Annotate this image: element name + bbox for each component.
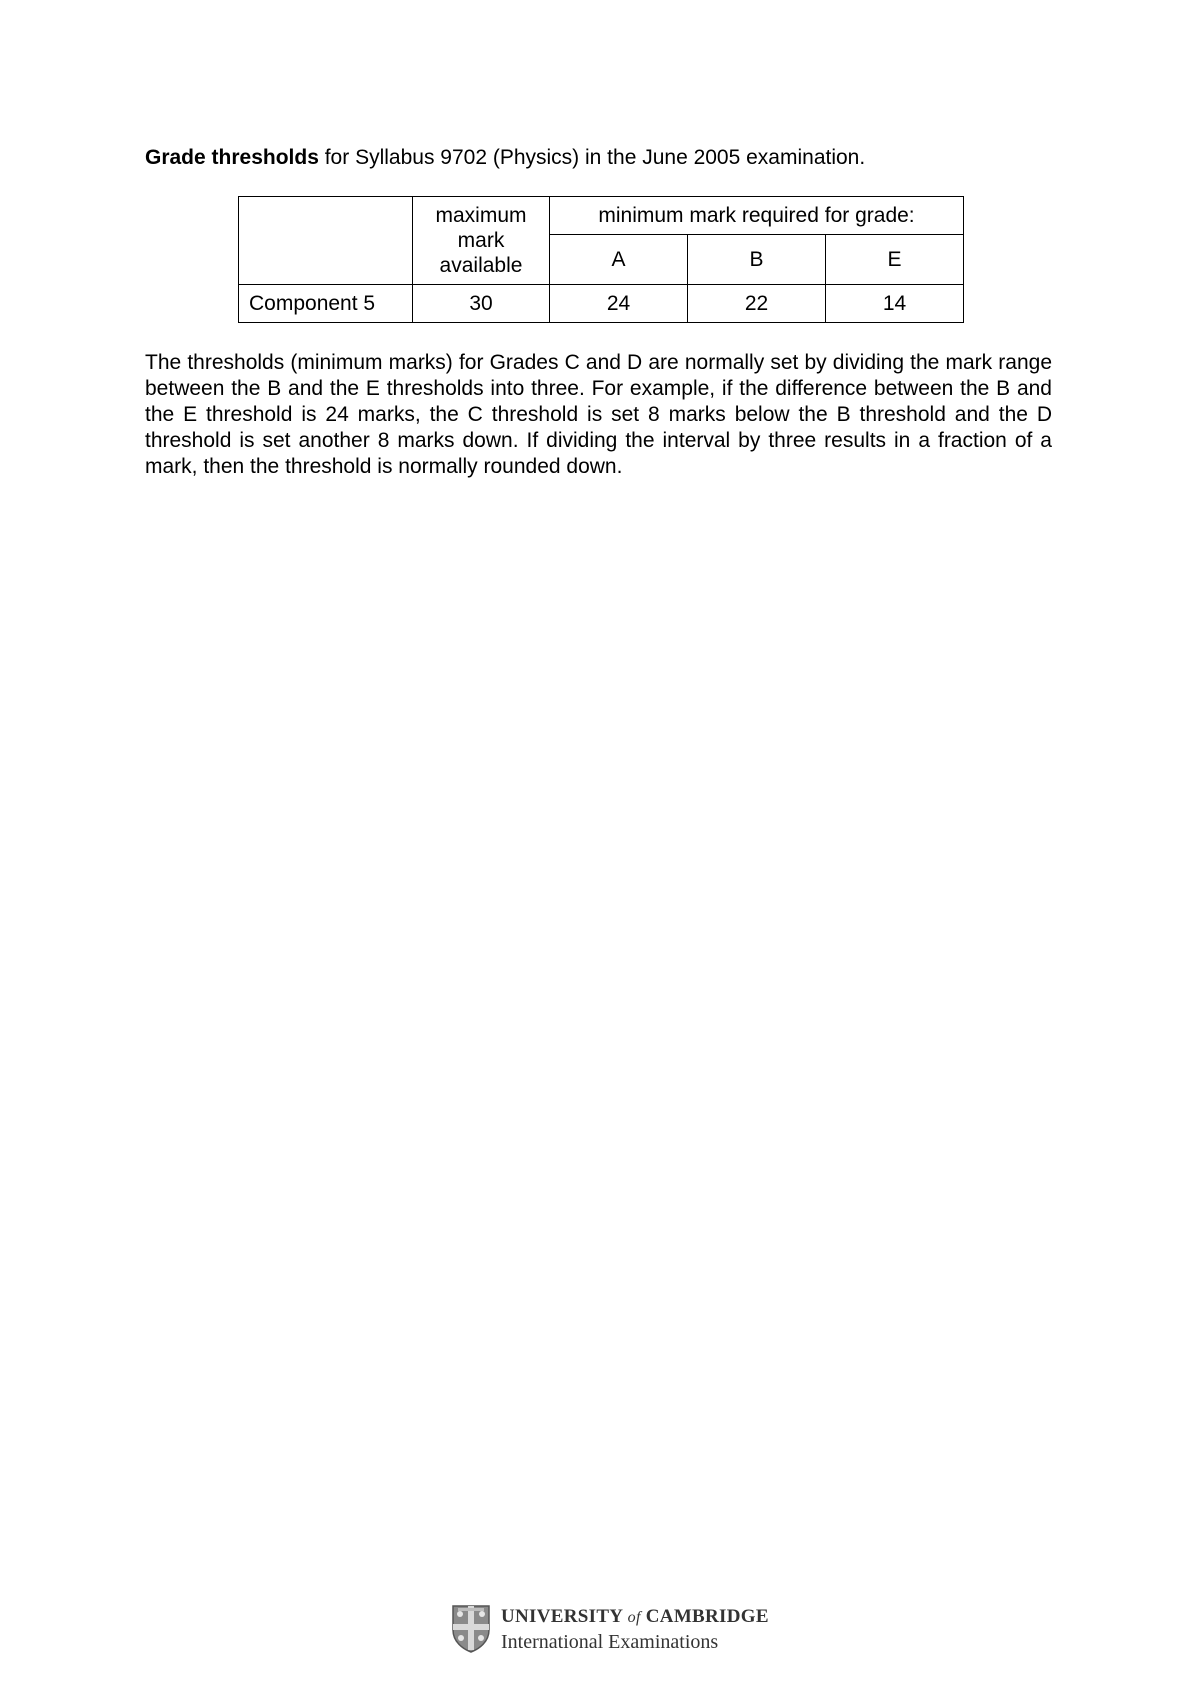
header-minimum-mark: minimum mark required for grade: (550, 197, 964, 235)
grade-header-a: A (550, 235, 688, 285)
logo-cambridge: CAMBRIDGE (645, 1605, 769, 1627)
row-label: Component 5 (239, 285, 413, 323)
page-heading (145, 145, 865, 171)
row-grade-e-mark: 14 (826, 285, 964, 323)
logo-subtitle: International Examinations (501, 1630, 719, 1653)
table-corner-cell (239, 197, 413, 285)
shield-crest-icon (451, 1604, 491, 1654)
row-max-mark: 30 (413, 285, 550, 323)
heading-bold: Grade thresholds (145, 146, 319, 169)
logo-text (501, 1605, 769, 1654)
grade-header-e: E (826, 235, 964, 285)
logo-university-line (501, 1605, 769, 1630)
table-header-row (239, 197, 964, 235)
explanation-paragraph: The thresholds (minimum marks) for Grades C and D are normally set by dividing the mark range between the B and the E thresholds into three. For example, if the difference between the B and the E threshold is 24 marks, the C threshold is set 8 marks below the B threshold and the D threshold is set another 8 marks down. If dividing the interval by three results in a fraction of a mark, then the threshold is normally rounded down. (145, 351, 1052, 478)
grade-thresholds-table (238, 196, 964, 323)
header-maximum-mark: maximum mark available (413, 197, 550, 285)
grade-header-b: B (688, 235, 826, 285)
heading-rest: for Syllabus 9702 (Physics) in the June 2005 examination. (318, 146, 866, 169)
row-grade-b-mark: 22 (688, 285, 826, 323)
logo-university: UNIVERSITY (501, 1605, 623, 1627)
row-grade-a-mark: 24 (550, 285, 688, 323)
cambridge-logo (451, 1603, 769, 1655)
logo-of: of (627, 1608, 641, 1626)
table-row (239, 285, 964, 323)
